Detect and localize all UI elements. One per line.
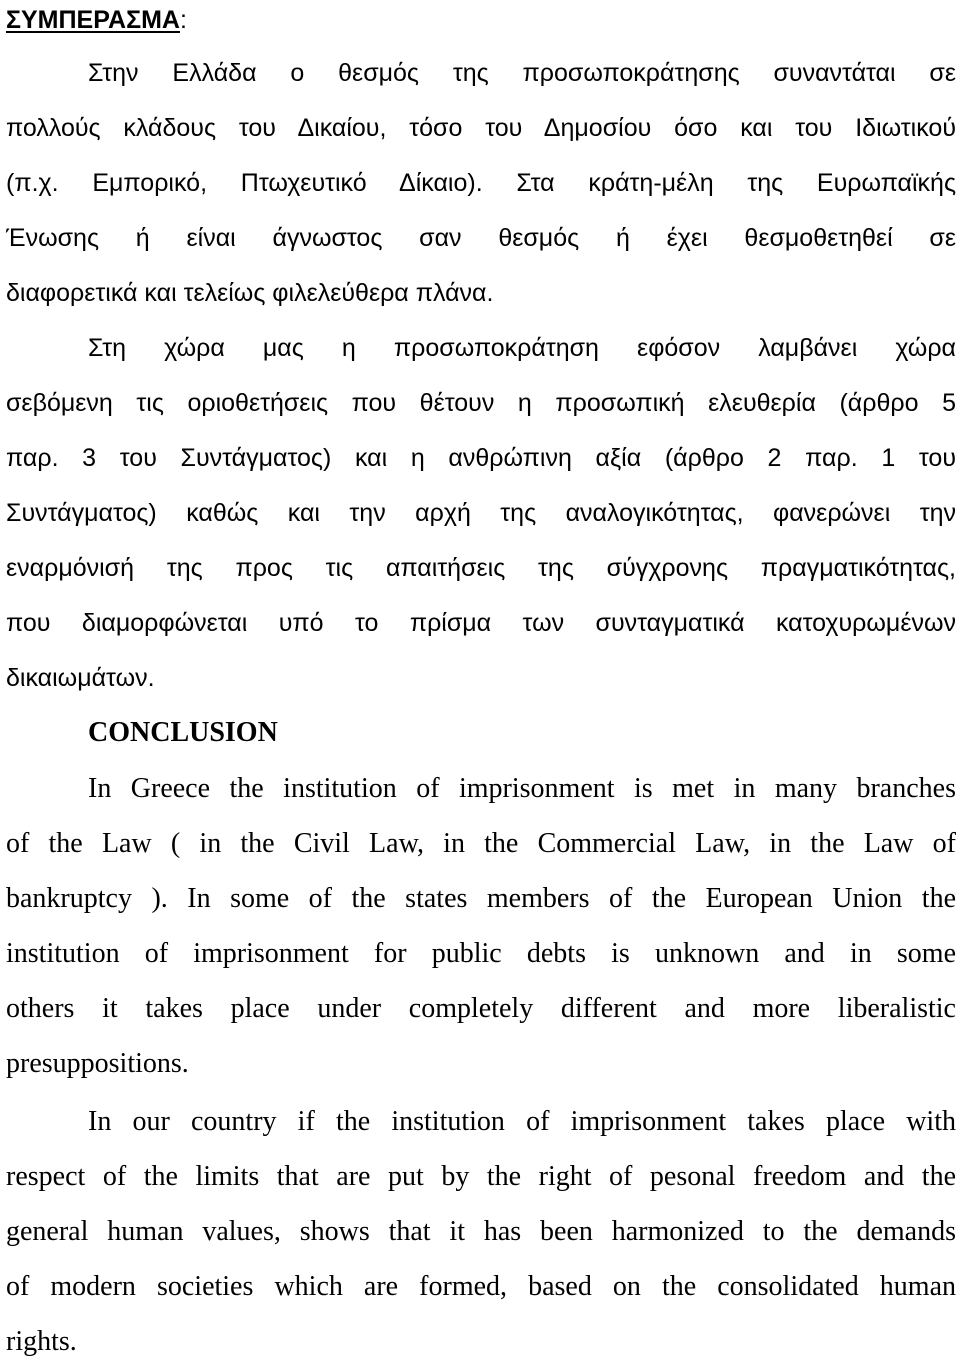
english-paragraph-1 [6, 761, 956, 1091]
english-p1-line-5: others it takes place under completely different and more liberalistic [6, 993, 956, 1024]
greek-p2-line-1: Στη χώρα μας η προσωποκράτηση εφόσον λαμβάνει χώρα [88, 334, 956, 362]
english-p1-line-3: bankruptcy ). In some of the states members of the European Union the [6, 883, 956, 914]
greek-p1-line-2: πολλούς κλάδους του Δικαίου, τόσο του Δημοσίου όσο και του Ιδιωτικού [6, 114, 956, 142]
greek-heading-title: ΣΥΜΠΕΡΑΣΜΑ [6, 6, 180, 34]
greek-p1-line-3: (π.χ. Εμπορικό, Πτωχευτικό Δίκαιο). Στα κράτη-μέλη της Ευρωπαϊκής [6, 169, 956, 197]
english-p1-line-1: In Greece the institution of imprisonment is met in many branches [88, 773, 956, 804]
english-p1-line-2: of the Law ( in the Civil Law, in the Commercial Law, in the Law of [6, 828, 956, 859]
english-p2-line-3: general human values, shows that it has been harmonized to the demands [6, 1216, 956, 1247]
greek-heading [6, 0, 187, 40]
english-p2-line-1: In our country if the institution of imprisonment takes place with [88, 1106, 956, 1137]
english-p1-line-6: presuppositions. [6, 1048, 189, 1079]
greek-p1-line-4: Ένωσης ή είναι άγνωστος σαν θεσμός ή έχει θεσμοθετηθεί σε [6, 224, 956, 252]
english-heading: CONCLUSION [88, 717, 278, 748]
greek-paragraph-2 [6, 321, 956, 706]
greek-heading-colon: : [180, 6, 187, 34]
english-p2-line-2: respect of the limits that are put by the right of pesonal freedom and the [6, 1161, 956, 1192]
greek-p2-line-4: Συντάγματος) καθώς και την αρχή της αναλογικότητας, φανερώνει την [6, 499, 956, 527]
greek-p2-line-7: δικαιωμάτων. [6, 664, 155, 692]
english-p1-line-4: institution of imprisonment for public debts is unknown and in some [6, 938, 956, 969]
english-paragraph-2 [6, 1094, 956, 1369]
greek-p2-line-2: σεβόμενη τις οριοθετήσεις που θέτουν η προσωπική ελευθερία (άρθρο 5 [6, 389, 956, 417]
greek-p2-line-5: εναρμόνισή της προς τις απαιτήσεις της σύγχρονης πραγματικότητας, [6, 554, 956, 582]
greek-paragraph-1 [6, 46, 956, 321]
english-p2-line-4: of modern societies which are formed, based on the consolidated human [6, 1271, 956, 1302]
greek-p1-line-1: Στην Ελλάδα ο θεσμός της προσωποκράτησης συναντάται σε [88, 59, 956, 87]
greek-p2-line-3: παρ. 3 του Συντάγματος) και η ανθρώπινη αξία (άρθρο 2 παρ. 1 του [6, 444, 956, 472]
greek-p2-line-6: που διαμορφώνεται υπό το πρίσμα των συνταγματικά κατοχυρωμένων [6, 609, 956, 637]
greek-p1-line-5: διαφορετικά και τελείως φιλελεύθερα πλάνα. [6, 279, 494, 307]
english-p2-line-5: rights. [6, 1326, 77, 1357]
